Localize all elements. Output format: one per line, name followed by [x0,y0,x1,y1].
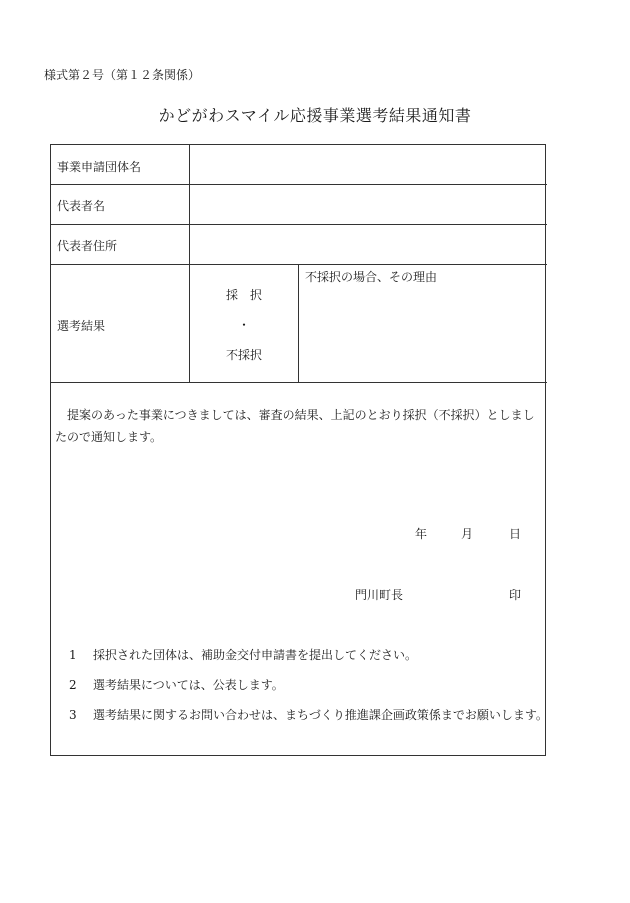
note-number: 2 [69,678,77,692]
note-item [69,676,284,693]
applicant-organization-label: 事業申請団体名 [57,160,142,174]
note-text: 採択された団体は、補助金交付申請書を提出してください。 [93,648,418,662]
adopted-option[interactable]: 採 択 [225,288,262,302]
notice-body: 提案のあった事業につきましては、審査の結果、上記のとおり採択（不採択）としましたので通知します。 [55,408,535,444]
rejection-reason-label: 不採択の場合、その理由 [305,270,438,284]
column-divider [298,264,299,382]
option-separator: ・ [237,318,250,332]
selection-result-label: 選考結果 [57,319,106,333]
note-number: 3 [69,708,77,722]
document-title: かどがわスマイル応援事業選考結果通知書 [158,106,472,125]
form-number: 様式第２号（第１２条関係） [44,68,201,82]
date-day: 日 [509,527,522,541]
rejected-option[interactable]: 不採択 [225,348,262,362]
seal-mark: 印 [509,588,522,602]
note-item [69,706,548,723]
representative-name-label: 代表者名 [57,199,106,213]
row-divider [51,224,547,225]
row-divider [51,382,547,383]
date-month: 月 [461,527,474,541]
note-text: 選考結果に関するお問い合わせは、まちづくり推進課企画政策係までお願いします。 [93,708,548,722]
representative-address-label: 代表者住所 [57,239,118,253]
note-number: 1 [69,648,77,662]
note-item [69,646,417,663]
issuer-name: 門川町長 [355,588,404,602]
date-year: 年 [415,527,428,541]
row-divider [51,264,547,265]
row-divider [51,184,547,185]
note-text: 選考結果については、公表します。 [93,678,284,692]
form-table [50,144,546,756]
